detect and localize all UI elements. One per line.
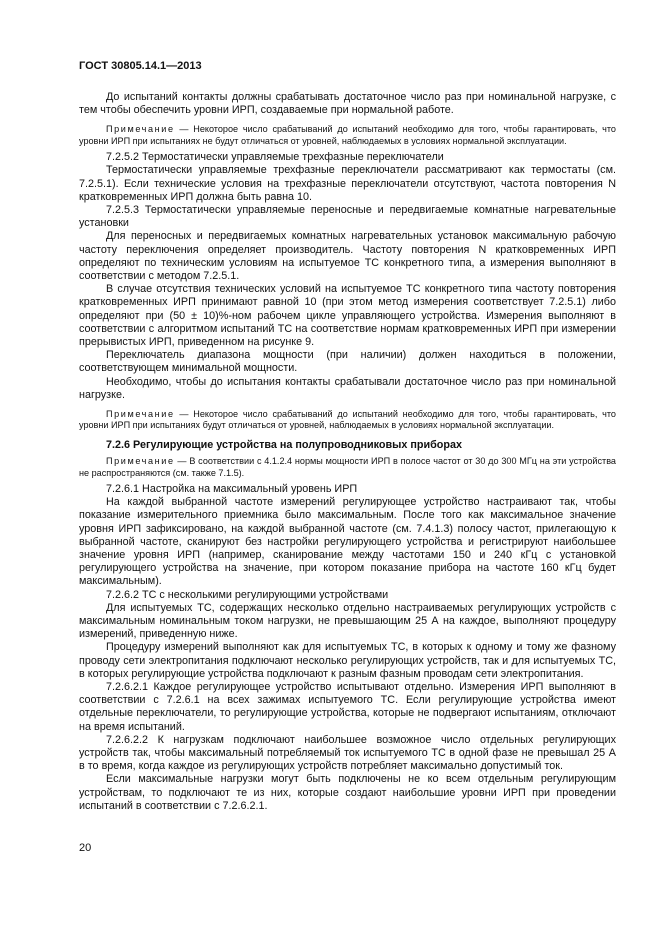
note-label: Примечание <box>106 409 175 420</box>
document-header: ГОСТ 30805.14.1—2013 <box>79 60 202 72</box>
paragraph: Для испытуемых ТС, содержащих несколько отдельно настраиваемых регулирующих устройств с максимальным номинальным током нагрузки, не превышающим 25 А на каждое, выполняют процедуру измерений, приведенную ниже. <box>79 601 616 641</box>
section-title: 7.2.6.2 ТС с несколькими регулирующими устройствами <box>106 588 389 601</box>
note <box>79 409 616 432</box>
page-number: 20 <box>79 842 92 854</box>
paragraph: В случае отсутствия технических условий на испытуемое ТС конкретного типа частоту повторения кратковременных ИРП принимают равной 10 (при этом метод измерения соответствует 7.2.5.1) либо определяют при (50 ± 10)%-ном рабочем цикле управляющего устройства. Измерения выполняют в соответствии с алгоритмом испытаний ТС на соответствие нормам кратковременных ИРП при измерении прерывистых ИРП, приведенном на рисунке 9. <box>79 283 616 349</box>
note <box>79 456 616 479</box>
paragraph: Для переносных и передвигаемых комнатных нагревательных установок максимальную рабочую частоту переключения определяет производитель. Частоту повторения N кратковременных ИРП определяют по техническим условиям на испытуемое ТС конкретного типа, а измерения выполняют в соответствии с методом 7.2.5.1. <box>79 230 616 283</box>
section-title: 7.2.6.1 Настройка на максимальный уровень ИРП <box>106 482 358 495</box>
paragraph: 7.2.6.2.2 К нагрузкам подключают наибольшее возможное число отдельных регулирующих устройств так, чтобы максимальный потребляемый ток испытуемого ТС в одной фазе не превышал 25 А в то время, когда каждое из регулирующих устройств потребляет максимально допустимый ток. <box>79 733 616 773</box>
section-title: 7.2.5.2 Термостатически управляемые трехфазные переключатели <box>106 151 444 164</box>
paragraph: Процедуру измерений выполняют как для испытуемых ТС, в которых к одному и тому же фазному проводу сети электропитания подключают несколько регулирующих устройств, так и для испытуемых ТС, в которых регулирующие устройства подключают к разным фазным проводам сети электропитания. <box>79 641 616 680</box>
paragraph: На каждой выбранной частоте измерений регулирующее устройство настраивают так, чтобы показание измерительного приемника было максимальным. После того как максимальное значение уровня ИРП зафиксировано, на каждой выбранной частоте (см. 7.4.1.3) полосу частот, прилегающую к выбранной частоте, сканируют без настройки регулирующего устройства и регистрируют наибольшее значение уровня ИРП (например, сканирование между частотами 150 и 240 кГц с установкой регулирующего устройства на значение, при котором показание прибора на частоте 160 кГц будет максимальным). <box>79 496 616 588</box>
paragraph: Переключатель диапазона мощности (при наличии) должен находиться в положении, соответствующем минимальной мощности. <box>79 349 616 375</box>
note <box>79 124 616 147</box>
section-title: 7.2.5.3 Термостатически управляемые переносные и передвигаемые комнатные нагревательные установки <box>79 204 616 230</box>
paragraph: Термостатически управляемые трехфазные переключатели рассматривают как термостаты (см. 7.2.5.1). Если технические условия на трехфазные переключатели отсутствуют, частота повторения N кратковременных ИРП должна быть равна 10. <box>79 164 616 203</box>
note-text: — Некоторое число срабатываний до испытаний необходимо для того, чтобы гарантировать, что уровни ИРП при испытаниях будут отличаться от уровней, наблюдаемых в условиях нормальной эксплуатации. <box>79 409 616 431</box>
paragraph: Необходимо, чтобы до испытания контакты срабатывали достаточное число раз при номинальной нагрузке. <box>79 375 616 401</box>
paragraph: Если максимальные нагрузки могут быть подключены не ко всем отдельным регулирующим устройствам, то подключают те из них, которые создают наибольшие уровни ИРП при проведении испытаний в соответствии с 7.2.6.2.1. <box>79 773 616 812</box>
note-label: Примечание <box>106 456 175 467</box>
note-text: — В соответствии с 4.1.2.4 нормы мощности ИРП в полосе частот от 30 до 300 МГц на эти устройства не распространяются (см. также 7.1.5). <box>79 456 616 478</box>
section-heading: 7.2.6 Регулирующие устройства на полупроводниковых приборах <box>106 438 462 451</box>
note-label: Примечание <box>106 124 175 135</box>
note-text: — Некоторое число срабатываний до испытаний необходимо для того, чтобы гарантировать, что уровни ИРП при испытаниях не будут отличаться от уровней, наблюдаемых в условиях нормальной эксплуатации. <box>79 124 616 146</box>
paragraph: До испытаний контакты должны срабатывать достаточное число раз при номинальной нагрузке, с тем чтобы обеспечить уровни ИРП, создаваемые при нормальной работе. <box>79 91 616 117</box>
document-body <box>79 91 616 813</box>
paragraph: 7.2.6.2.1 Каждое регулирующее устройство испытывают отдельно. Измерения ИРП выполняют в соответствии с 7.2.6.1 на всех зажимах испытуемого ТС. Если регулирующие устройства имеют отдельные переключатели, то регулирующие устройства, которые не подвергают испытаниям, отключают на время испытаний. <box>79 680 616 733</box>
